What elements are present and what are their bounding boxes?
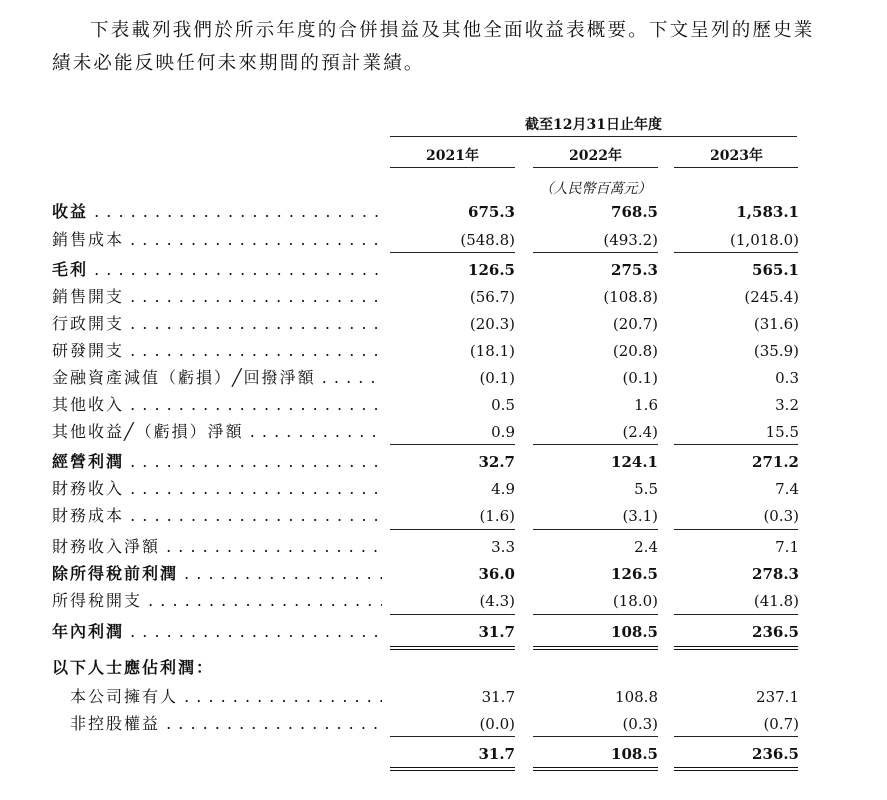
row-label: 行政開支 . . . (52, 311, 382, 337)
cell-value-2023年: (31.6) (753, 315, 799, 333)
cell-value-2023年: 7.1 (775, 538, 799, 556)
subtotal-rule (674, 252, 798, 253)
row-label: 金融資產減值（虧損）╱回撥淨額 . . . (52, 365, 382, 391)
intro-paragraph (52, 14, 832, 80)
cell-value-2023年: 236.5 (752, 623, 799, 641)
subtotal-rule (533, 614, 658, 615)
intro-line-1: 下表載列我們於所示年度的合併損益及其他全面收益表概要。下文呈列的歷史業 (90, 20, 815, 41)
cell-value-2022年: 124.1 (611, 453, 658, 471)
cell-value-2021年: 675.3 (468, 203, 515, 221)
cell-value-2021年: (548.8) (460, 231, 515, 249)
unit-label: （人民幣百萬元） (539, 181, 652, 197)
period-header: 截至12月31日止年度 (525, 117, 662, 133)
subtotal-rule (390, 736, 515, 737)
cell-value-2021年: (18.1) (469, 342, 515, 360)
cell-value-2023年: 0.3 (775, 369, 799, 387)
cell-value-2022年: 108.5 (611, 623, 658, 641)
subtotal-rule (674, 444, 798, 445)
row-label: 財務收入 . . . (52, 476, 382, 502)
subtotal-rule (533, 444, 658, 445)
cell-value-2023年: (1,018.0) (730, 231, 799, 249)
row-label: 本公司擁有人 . . . (70, 684, 382, 710)
cell-value-2022年: (20.8) (612, 342, 658, 360)
cell-value-2022年: 126.5 (611, 565, 658, 583)
total-double-rule (533, 646, 658, 650)
subtotal-rule (533, 529, 658, 530)
cell-value-2021年: 31.7 (481, 688, 515, 706)
cell-value-2022年: (0.3) (622, 715, 658, 733)
cell-value-2021年: 126.5 (468, 261, 515, 279)
year-rule-2021 (390, 167, 515, 168)
row-label: 其他收益╱（虧損）淨額 . . . (52, 419, 382, 445)
cell-value-2022年: (20.7) (612, 315, 658, 333)
cell-value-2021年: 3.3 (491, 538, 515, 556)
subtotal-rule (533, 252, 658, 253)
cell-value-2022年: (108.8) (603, 288, 658, 306)
cell-value-2021年: (0.1) (479, 369, 515, 387)
subtotal-rule (674, 736, 798, 737)
subtotal-rule (674, 614, 798, 615)
row-label: 所得稅開支 . . . (52, 588, 382, 614)
cell-value-2023年: 7.4 (775, 480, 799, 498)
cell-value-2023年: 237.1 (756, 688, 799, 706)
cell-value-2021年: 0.9 (491, 423, 515, 441)
year-header-2022: 2022年 (569, 148, 622, 164)
row-label: 非控股權益 . . . (70, 711, 382, 737)
cell-value-2023年: (35.9) (753, 342, 799, 360)
cell-value-2022年: (0.1) (622, 369, 658, 387)
subtotal-rule (674, 529, 798, 530)
cell-value-2021年: 31.7 (478, 623, 515, 641)
cell-value-2021年: (1.6) (479, 507, 515, 525)
cell-value-2022年: 275.3 (611, 261, 658, 279)
cell-value-2022年: (493.2) (603, 231, 658, 249)
subtotal-rule (533, 736, 658, 737)
row-label: 以下人士應佔利潤： (52, 658, 215, 677)
cell-value-2021年: 0.5 (491, 396, 515, 414)
subtotal-rule (390, 529, 515, 530)
cell-value-2023年: 15.5 (765, 423, 799, 441)
subtotal-rule (390, 252, 515, 253)
cell-value-2022年: (18.0) (612, 592, 658, 610)
cell-value-2022年: (2.4) (622, 423, 658, 441)
cell-value-2022年: 768.5 (611, 203, 658, 221)
cell-value-2022年: 5.5 (634, 480, 658, 498)
year-header-2023: 2023年 (710, 148, 763, 164)
total-double-rule (390, 767, 515, 771)
row-label: 其他收入 . . . (52, 392, 382, 418)
cell-value-2022年: (3.1) (622, 507, 658, 525)
row-label: 財務成本 . . . (52, 503, 382, 529)
row-label: 年內利潤 . . . (52, 619, 382, 645)
cell-value-2023年: 565.1 (752, 261, 799, 279)
cell-value-2023年: 3.2 (775, 396, 799, 414)
cell-value-2023年: (0.7) (763, 715, 799, 733)
period-header-rule (390, 136, 797, 137)
total-double-rule (533, 767, 658, 771)
subtotal-rule (390, 614, 515, 615)
cell-value-2023年: (0.3) (763, 507, 799, 525)
cell-value-2021年: (0.0) (479, 715, 515, 733)
cell-value-2023年: (41.8) (753, 592, 799, 610)
cell-value-2021年: 31.7 (478, 745, 515, 763)
year-rule-2023 (674, 167, 798, 168)
row-label: 毛利 . . . (52, 257, 382, 283)
cell-value-2022年: 1.6 (634, 396, 658, 414)
total-double-rule (390, 646, 515, 650)
cell-value-2023年: 271.2 (752, 453, 799, 471)
cell-value-2023年: 278.3 (752, 565, 799, 583)
cell-value-2022年: 108.8 (615, 688, 658, 706)
cell-value-2023年: (245.4) (744, 288, 799, 306)
cell-value-2021年: (20.3) (469, 315, 515, 333)
total-double-rule (674, 646, 798, 650)
cell-value-2021年: 36.0 (478, 565, 515, 583)
row-label: 財務收入淨額 . . . (52, 534, 382, 560)
row-label: 銷售成本 . . . (52, 227, 382, 253)
cell-value-2022年: 108.5 (611, 745, 658, 763)
year-header-2021: 2021年 (426, 148, 479, 164)
subtotal-rule (390, 444, 515, 445)
year-rule-2022 (533, 167, 658, 168)
cell-value-2023年: 1,583.1 (736, 203, 799, 221)
cell-value-2021年: 4.9 (491, 480, 515, 498)
cell-value-2021年: (4.3) (479, 592, 515, 610)
row-label: 研發開支 . . . (52, 338, 382, 364)
row-label: 銷售開支 . . . (52, 284, 382, 310)
total-double-rule (674, 767, 798, 771)
row-label: 除所得稅前利潤 . . . (52, 561, 382, 587)
cell-value-2021年: 32.7 (478, 453, 515, 471)
cell-value-2021年: (56.7) (469, 288, 515, 306)
cell-value-2022年: 2.4 (634, 538, 658, 556)
cell-value-2023年: 236.5 (752, 745, 799, 763)
row-label: 經營利潤 . . . (52, 449, 382, 475)
row-label: 收益 . . . (52, 199, 382, 225)
intro-line-2: 績未必能反映任何未來期間的預計業績。 (52, 53, 425, 74)
